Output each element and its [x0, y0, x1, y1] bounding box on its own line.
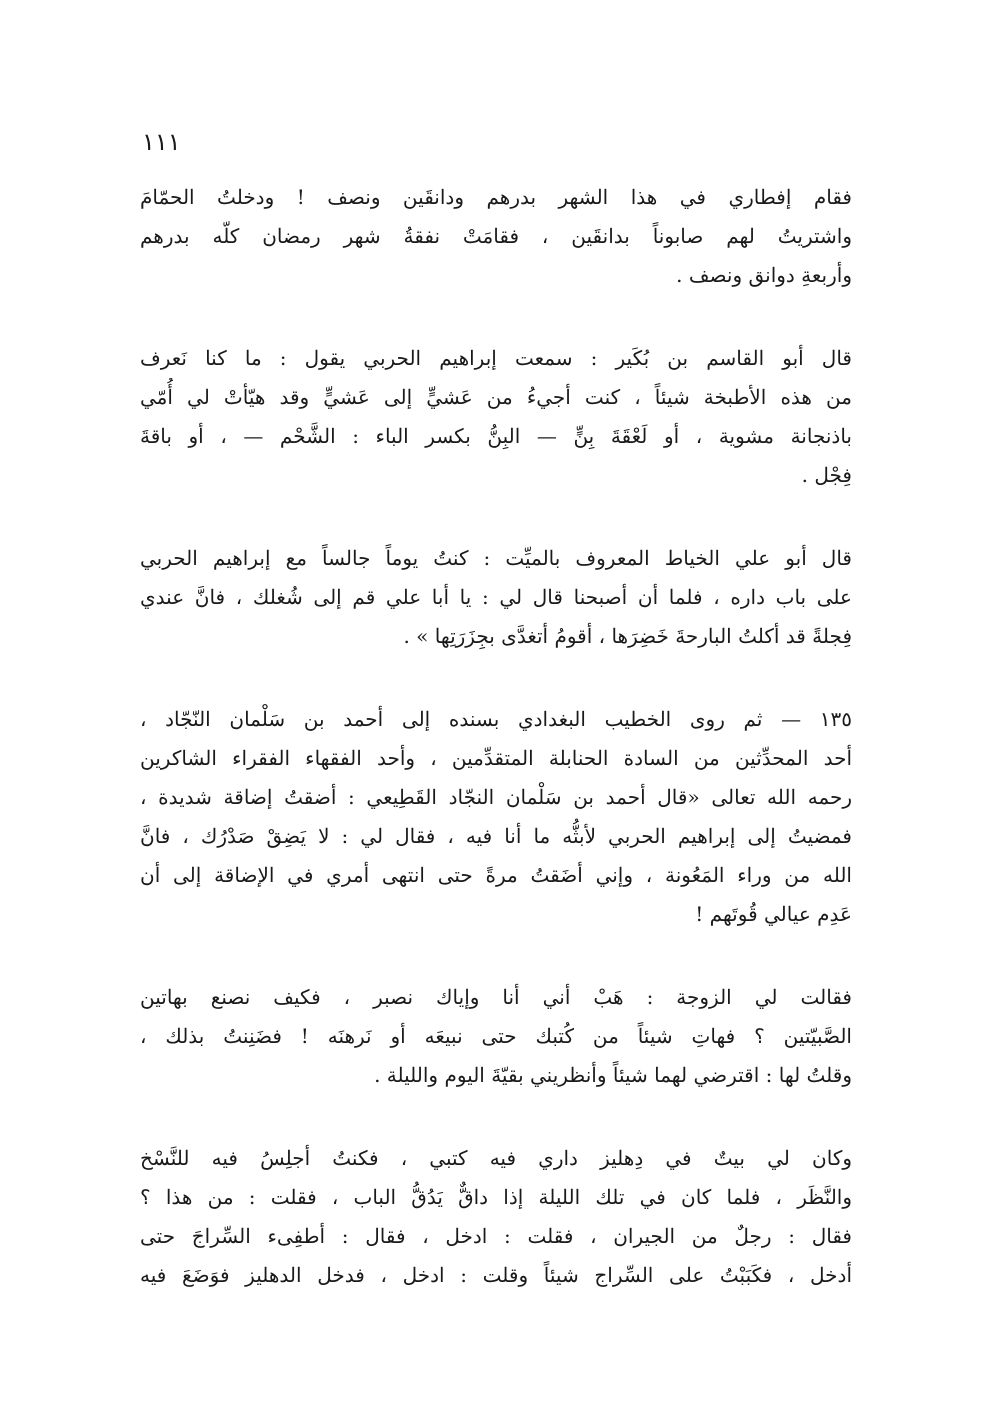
text-line: قال أبو علي الخياط المعروف بالميِّت : كنتُ يوماً جالساً مع إبراهيم الحربي — [140, 546, 852, 570]
text-line: والنَّظَر ، فلما كان في تلك الليلة إذا داقٌّ يَدُقُّ الباب ، فقلت : من هذا ؟ — [140, 1185, 852, 1209]
text-line: من هذه الأطبخة شيئاً ، كنت أجيءُ من عَشيٍّ إلى عَشيٍّ وقد هيّأتْ لي أُمّي — [140, 385, 852, 409]
paragraph-1 — [140, 178, 852, 295]
text-line: الصَّبيّتين ؟ فهاتِ شيئاً من كُتبك حتى نبيعَه أو نَرهنَه ! فضَنِنتُ بذلك ، — [140, 1024, 852, 1048]
text-line: فقالت لي الزوجة : هَبْ أني أنا وإياك نصبر ، فكيف نصنع بهاتين — [140, 985, 852, 1009]
text-line: وأربعةِ دوانق ونصف . — [676, 263, 852, 287]
text-line: رحمه الله تعالى «قال أحمد بن سَلْمان النجّاد القَطِيعي : أضقتُ إضاقة شديدة ، — [140, 785, 852, 809]
text-line: وكان لي بيتٌ في دِهليز داري فيه كتبي ، فكنتُ أجلِسُ فيه للنَّسْخ — [140, 1146, 852, 1170]
paragraph-4 — [140, 700, 852, 934]
text-line: الله من وراء المَعُونة ، وإني أضَقتُ مرةً حتى انتهى أمري في الإضاقة إلى أن — [140, 863, 852, 887]
text-line: على باب داره ، فلما أن أصبحنا قال لي : يا أبا علي قم إلى شُغلك ، فانَّ عندي — [140, 585, 852, 609]
paragraph-3 — [140, 539, 852, 656]
text-line: أحد المحدِّثين من السادة الحنابلة المتقدِّمين ، وأحد الفقهاء الفقراء الشاكرين — [140, 746, 852, 770]
paragraph-gap — [140, 656, 852, 700]
text-line: باذنجانة مشوية ، أو لَعْقَةَ بِنٍّ — البِنُّ بكسر الباء : الشَّحْم — ، أو باقةَ — [140, 424, 852, 448]
text-line: وقلتُ لها : اقترضي لهما شيئاً وأنظريني بقيّةَ اليوم والليلة . — [374, 1063, 852, 1087]
paragraph-2 — [140, 339, 852, 495]
page-number: ١١١ — [142, 128, 181, 156]
text-body — [140, 178, 852, 1295]
paragraph-5 — [140, 978, 852, 1095]
text-line: فقال : رجلٌ من الجيران ، فقلت : ادخل ، فقال : أطفِىء السِّراجَ حتى — [140, 1224, 852, 1248]
paragraph-6 — [140, 1139, 852, 1295]
text-line: فِجْل . — [801, 463, 852, 487]
text-line: فقام إفطاري في هذا الشهر بدرهم ودانقَين ونصف ! ودخلتُ الحمّامَ — [140, 185, 852, 209]
text-line: فِجلةً قد أكلتُ البارحةَ خَضِرَها ، أقومُ أتغدَّى بجِزَرَتِها » . — [403, 624, 852, 648]
paragraph-gap — [140, 495, 852, 539]
text-line: واشتريتُ لهم صابوناً بدانقَين ، فقامَتْ نفقةُ شهر رمضان كلّه بدرهم — [140, 224, 852, 248]
text-line: عَدِم عيالي قُوتَهم ! — [695, 902, 852, 926]
text-line: ١٣٥ — ثم روى الخطيب البغدادي بسنده إلى أحمد بن سَلْمان النّجّاد ، — [140, 707, 852, 731]
text-line: فمضيتُ إلى إبراهيم الحربي لأبثُّه ما أنا فيه ، فقال لي : لا يَضِقْ صَدْرُك ، فانَّ — [140, 824, 852, 848]
text-line: أدخل ، فكَبَبْتُ على السِّراج شيئاً وقلت : ادخل ، فدخل الدهليز فوَضَعَ فيه — [140, 1263, 852, 1287]
text-line: قال أبو القاسم بن بُكَير : سمعت إبراهيم الحربي يقول : ما كنا نَعرف — [140, 346, 852, 370]
paragraph-gap — [140, 295, 852, 339]
paragraph-gap — [140, 1095, 852, 1139]
paragraph-gap — [140, 934, 852, 978]
